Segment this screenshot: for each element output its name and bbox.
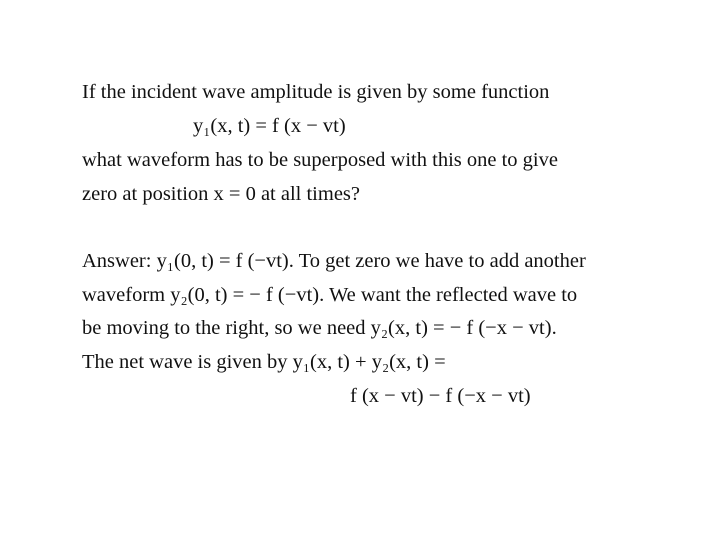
- equation-net-result-text: f (x − vt) − f (−x − vt): [350, 385, 531, 407]
- equation-y2-origin: y₂(0, t) = − f (−vt): [170, 284, 320, 306]
- answer-text-3: be moving to the right, so we need: [82, 317, 371, 339]
- net-wave-text: The net wave is given by: [82, 351, 293, 373]
- question-text-3: zero at position x = 0 at all times?: [82, 183, 360, 205]
- answer-text-2: . We want the reflected wave to: [319, 284, 578, 306]
- net-wave-line: [82, 352, 446, 373]
- equation-reflected-wave: y₂(x, t) = − f (−x − vt): [370, 317, 552, 339]
- equation-incident-text: y₁(x, t) = f (x − vt): [193, 115, 346, 137]
- equation-incident-wave: [193, 116, 346, 137]
- equation-net-result: [350, 386, 531, 407]
- question-line-1: [82, 82, 549, 103]
- answer-label: Answer:: [82, 250, 157, 272]
- answer-text-1: . To get zero we have to add another: [288, 250, 586, 272]
- question-text-2: what waveform has to be superposed with this one to give: [82, 149, 558, 171]
- question-line-2: [82, 150, 558, 171]
- answer-text-3-end: .: [551, 317, 557, 339]
- question-line-3: [82, 184, 360, 205]
- question-text-1: If the incident wave amplitude is given by some function: [82, 81, 550, 103]
- equation-net-sum: y₁(x, t) + y₂(x, t) =: [292, 351, 446, 373]
- waveform-label: waveform: [82, 284, 171, 306]
- answer-line-1: [82, 251, 586, 272]
- equation-y1-origin: y₁(0, t) = f (−vt): [156, 250, 289, 272]
- answer-line-2: [82, 285, 577, 306]
- answer-line-3: [82, 318, 557, 339]
